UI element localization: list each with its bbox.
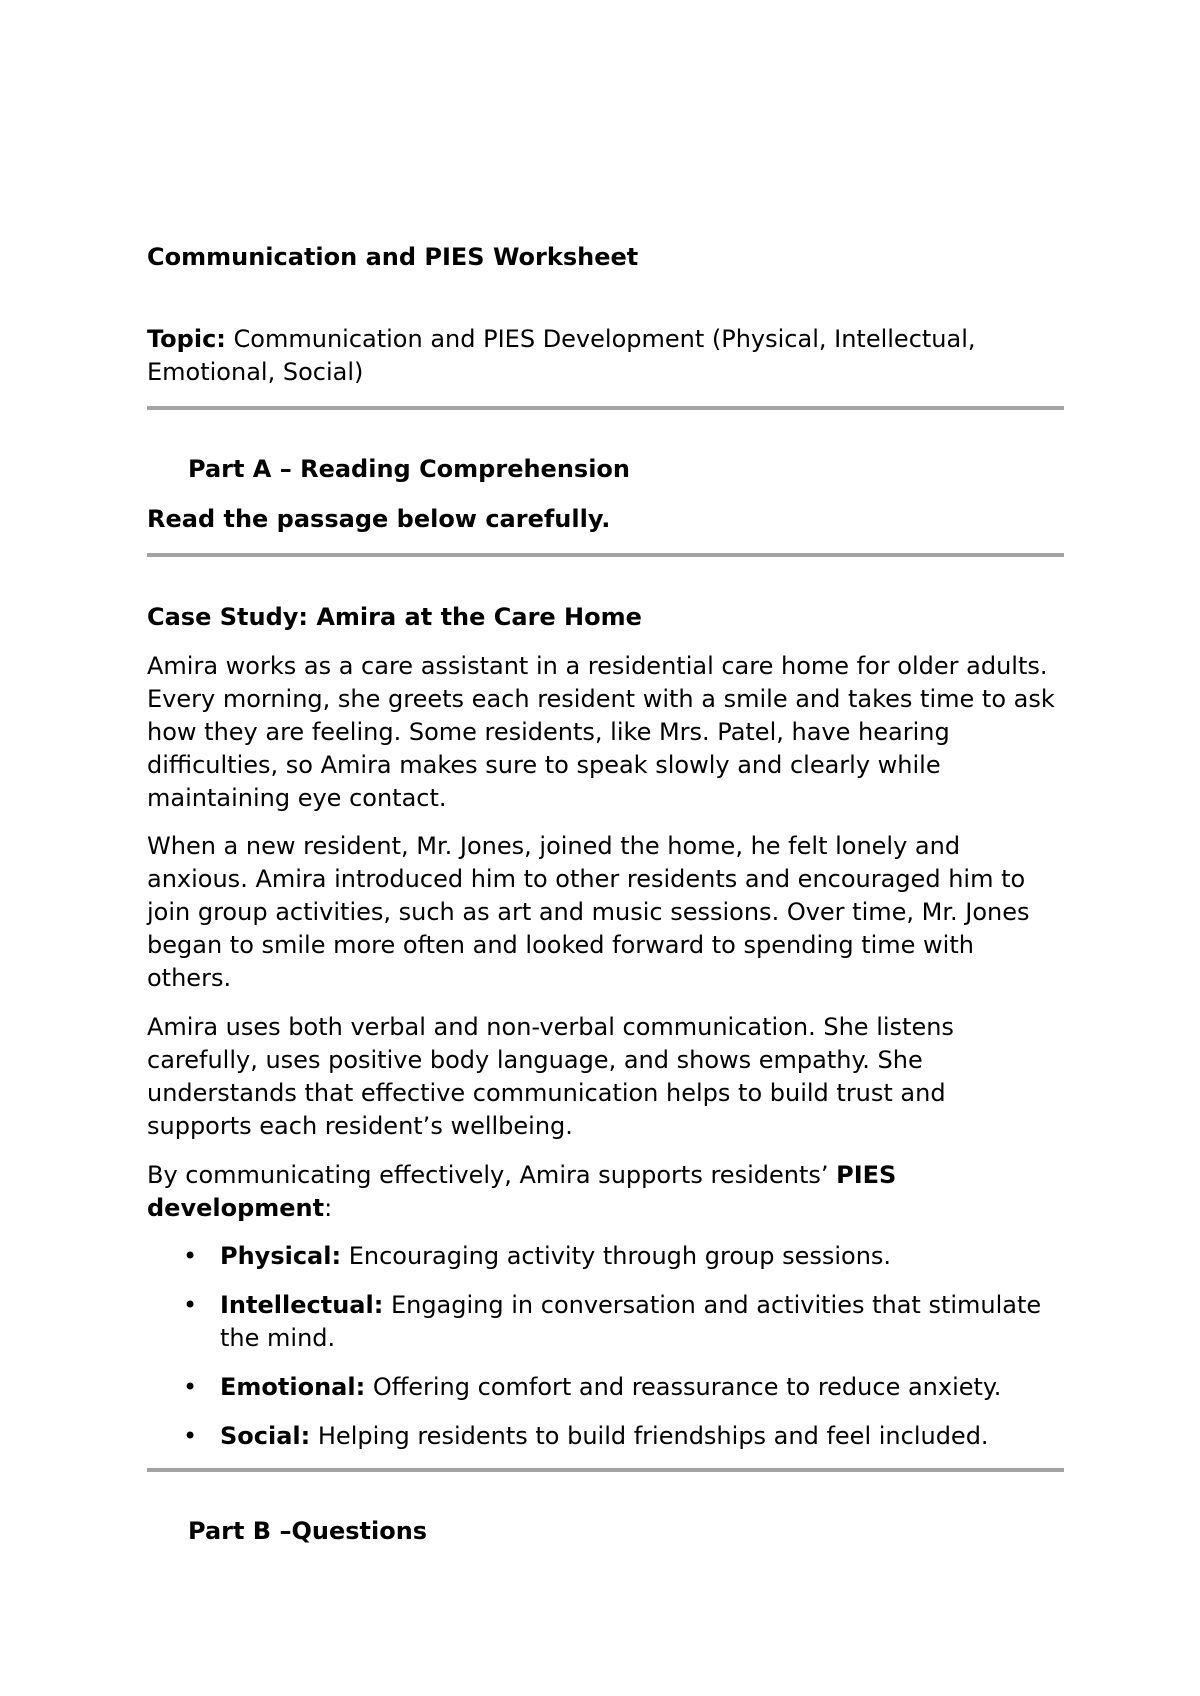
divider-3 bbox=[147, 1468, 1064, 1472]
bullet-label: Intellectual: bbox=[220, 1291, 384, 1319]
topic-line bbox=[147, 323, 1017, 389]
page-title: Communication and PIES Worksheet bbox=[147, 243, 639, 271]
bullet-icon: • bbox=[183, 1422, 198, 1450]
bullet-icon: • bbox=[183, 1242, 198, 1270]
bullet-text: Encouraging activity through group sessions. bbox=[341, 1242, 892, 1270]
bullet-text: Engaging in conversation and activities that stimulate the mind. bbox=[220, 1291, 1042, 1352]
pies-intro-bold: PIES development bbox=[147, 1161, 897, 1222]
case-study-paragraph-3: Amira uses both verbal and non-verbal communication. She listens carefully, uses positive body language, and shows empathy. She understands that effective communication helps to build trust and supports each resident’s wellbeing. bbox=[147, 1013, 954, 1140]
bullet-label: Physical: bbox=[220, 1242, 342, 1270]
list-item bbox=[147, 1240, 891, 1273]
bullet-text: Helping residents to build friendships and feel included. bbox=[310, 1422, 989, 1450]
list-item bbox=[147, 1371, 1001, 1404]
list-item bbox=[147, 1289, 1067, 1355]
bullet-label: Social: bbox=[220, 1422, 311, 1450]
part-a-heading: Part A – Reading Comprehension bbox=[188, 455, 631, 483]
part-b-heading: Part B –Questions bbox=[188, 1517, 428, 1545]
bullet-icon: • bbox=[183, 1291, 198, 1319]
pies-intro-text: By communicating effectively, Amira supports residents’ bbox=[147, 1161, 837, 1189]
bullet-icon: • bbox=[183, 1373, 198, 1401]
list-item bbox=[147, 1420, 989, 1453]
pies-intro bbox=[147, 1159, 947, 1225]
divider-2 bbox=[147, 553, 1064, 557]
divider-1 bbox=[147, 406, 1064, 410]
bullet-text: Offering comfort and reassurance to reduce anxiety. bbox=[365, 1373, 1002, 1401]
case-study-heading: Case Study: Amira at the Care Home bbox=[147, 603, 642, 631]
case-study-paragraph-2: When a new resident, Mr. Jones, joined the home, he felt lonely and anxious. Amira introduced him to other residents and encouraged him to join group activities, such as art and music sessions. Over time, Mr. Jones began to smile more often and looked forward to spending time with others. bbox=[147, 832, 1030, 992]
topic-text: Communication and PIES Development (Physical, Intellectual, Emotional, Social) bbox=[147, 325, 976, 386]
bullet-label: Emotional: bbox=[220, 1373, 366, 1401]
pies-intro-end: : bbox=[324, 1194, 333, 1222]
topic-label: Topic: bbox=[147, 325, 226, 353]
part-a-instruction: Read the passage below carefully. bbox=[147, 505, 611, 533]
case-study-paragraph-1: Amira works as a care assistant in a residential care home for older adults. Every morning, she greets each resident with a smile and takes time to ask how they are feeling. Some residents, like Mrs. Patel, have hearing difficulties, so Amira makes sure to speak slowly and clearly while maintaining eye contact. bbox=[147, 652, 1055, 812]
